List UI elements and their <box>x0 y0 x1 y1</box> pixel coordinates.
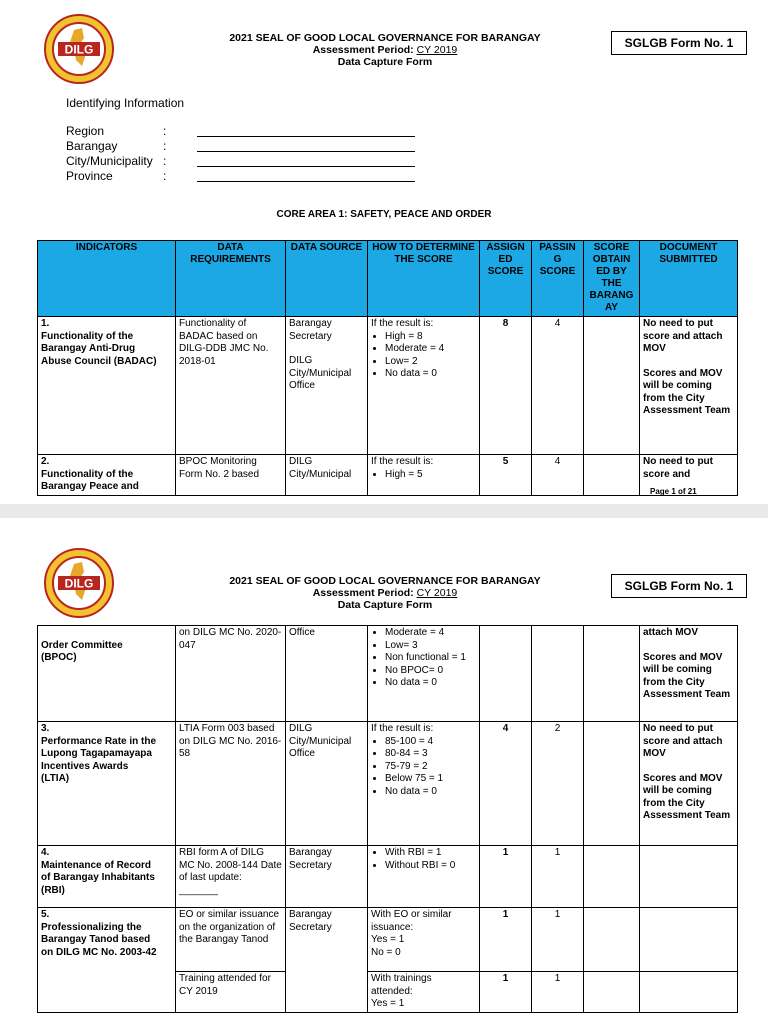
col-how-to-determine: HOW TO DETERMINE THE SCORE <box>368 241 480 317</box>
table-row: 5.Professionalizing the Barangay Tanod based on DILG MC No. 2003-42 EO or similar issuance on the organization of the Barangay Tanod Barangay Secretary With EO or similar issuance: Yes = 1 No = 0 1 1 <box>38 908 738 972</box>
col-score-obtained: SCORE OBTAIN ED BY THE BARANG AY <box>584 241 640 317</box>
requirement-text: LTIA Form 003 based on DILG MC No. 2016-58 <box>176 722 286 846</box>
region-blank[interactable] <box>197 124 415 137</box>
score-obtained-cell[interactable] <box>584 908 640 972</box>
table-row: 3.Performance Rate in the Lupong Tagapamayapa Incentives Awards (LTIA) LTIA Form 003 based on DILG MC No. 2016-58 DILG City/Municipal Office If the result is: • 85-100 = 4 • 80-84 = 3 • 75-79 = 2 • Below 75 = 1 • No data = 0 4 2 No need to put score and attach MOV Scores and MOV will be coming from the City Assessment Team <box>38 722 738 846</box>
form-title: 2021 SEAL OF GOOD LOCAL GOVERNANCE FOR BARANGAY <box>229 32 541 44</box>
assigned-score: 1 <box>480 846 532 908</box>
table-row: 2.Functionality of the Barangay Peace and BPOC Monitoring Form No. 2 based DILG City/Municipal If the result is: • High = 5 5 4 No need to put score and <box>38 455 738 496</box>
document-page-2 <box>0 518 768 1024</box>
city-field[interactable]: City/Municipality : <box>66 154 415 169</box>
score-criteria-list: • With RBI = 1 • Without RBI = 0 <box>371 847 476 872</box>
requirement-text: BPOC Monitoring Form No. 2 based <box>176 455 286 496</box>
score-obtained-cell[interactable] <box>584 455 640 496</box>
city-blank[interactable] <box>197 154 415 167</box>
passing-score: 1 <box>532 972 584 1013</box>
requirement-text: Functionality of BADAC based on DILG-DDB JMC No. 2018-01 <box>176 317 286 455</box>
document-page-1 <box>0 0 768 510</box>
province-blank[interactable] <box>197 169 415 182</box>
score-obtained-cell[interactable] <box>584 626 640 722</box>
page-separator <box>0 504 768 518</box>
source-text: Barangay Secretary <box>286 846 368 908</box>
indicator-table-page-1 <box>37 240 738 496</box>
identifying-info-title: Identifying Information <box>66 96 185 110</box>
indicator-text: Performance Rate in the Lupong Tagapamayapa Incentives Awards (LTIA) <box>41 735 157 784</box>
col-passing-score: PASSIN G SCORE <box>532 241 584 317</box>
table-header-row <box>38 241 738 317</box>
source-text: Barangay Secretary <box>289 318 332 342</box>
assigned-score: 8 <box>480 317 532 455</box>
indicator-table-page-2 <box>37 625 738 1013</box>
score-obtained-cell[interactable] <box>584 846 640 908</box>
indicator-text: Professionalizing the Barangay Tanod based on DILG MC No. 2003-42 <box>41 921 157 958</box>
col-assigned-score: ASSIGN ED SCORE <box>480 241 532 317</box>
form-number-box: SGLGB Form No. 1 <box>611 574 747 598</box>
indicator-text: Functionality of the Barangay Peace and <box>41 468 139 492</box>
source-text: DILG City/Municipal Office <box>286 722 368 846</box>
province-field[interactable]: Province : <box>66 169 415 184</box>
table-row: 1.Functionality of the Barangay Anti-Drug Abuse Council (BADAC) Functionality of BADAC based on DILG-DDB JMC No. 2018-01 Barangay Secretary DILG City/Municipal Office If the result is: • High = 8 • Moderate = 4 • Low= 2 • No data = 0 8 4 No need to put score and attach MOV Scores and MOV will be coming from the City Assessment Team <box>38 317 738 455</box>
period-label: Assessment Period: <box>312 44 414 56</box>
col-data-source: DATA SOURCE <box>286 241 368 317</box>
page-number: Page 1 of 21 <box>650 487 697 496</box>
score-obtained-cell[interactable] <box>584 972 640 1013</box>
form-header <box>190 575 580 611</box>
indicator-text: Functionality of the Barangay Anti-Drug Abuse Council (BADAC) <box>41 330 157 367</box>
period-value: CY 2019 <box>416 44 458 56</box>
indicator-text: Maintenance of Record of Barangay Inhabitants (RBI) <box>41 859 155 896</box>
last-update-blank[interactable]: _______ <box>179 884 218 896</box>
score-criteria-list: • Moderate = 4 • Low= 3 • Non functional = 1 • No BPOC= 0 • No data = 0 <box>371 627 476 690</box>
svg-text:DILG: DILG <box>64 576 94 591</box>
passing-score: 2 <box>532 722 584 846</box>
region-field[interactable]: Region : <box>66 124 415 139</box>
document-submitted-cell[interactable] <box>640 846 738 908</box>
form-header <box>190 32 580 68</box>
form-title: 2021 SEAL OF GOOD LOCAL GOVERNANCE FOR BARANGAY <box>229 575 541 587</box>
requirement-text: Training attended for CY 2019 <box>176 972 286 1013</box>
dilg-seal-logo <box>44 14 114 84</box>
form-number-box: SGLGB Form No. 1 <box>611 31 747 55</box>
form-subtitle: Data Capture Form <box>337 599 433 611</box>
score-obtained-cell[interactable] <box>584 317 640 455</box>
period-label: Assessment Period: <box>312 587 414 599</box>
form-subtitle: Data Capture Form <box>337 56 433 68</box>
svg-text:DILG: DILG <box>64 42 94 57</box>
passing-score: 4 <box>532 317 584 455</box>
source-text: DILG City/Municipal Office <box>289 355 352 391</box>
table-row: Training attended for CY 2019 With trainings attended: Yes = 1 1 1 <box>38 972 738 1013</box>
barangay-blank[interactable] <box>197 139 415 152</box>
col-document-submitted: DOCUMENT SUBMITTED <box>640 241 738 317</box>
table-row: Order Committee (BPOC) on DILG MC No. 2020-047 Office • Moderate = 4 • Low= 3 • Non functional = 1 • No BPOC= 0 • No data = 0 attach MOV Scores and MOV will be coming from the City Assessment Team <box>38 626 738 722</box>
col-data-requirements: DATA REQUIREMENTS <box>176 241 286 317</box>
passing-score: 1 <box>532 846 584 908</box>
score-obtained-cell[interactable] <box>584 722 640 846</box>
assigned-score: 1 <box>480 908 532 972</box>
score-criteria-list: • 85-100 = 4 • 80-84 = 3 • 75-79 = 2 • Below 75 = 1 • No data = 0 <box>371 736 476 799</box>
dilg-seal-logo <box>44 548 114 618</box>
source-text: DILG City/Municipal <box>286 455 368 496</box>
period-value: CY 2019 <box>416 587 458 599</box>
source-text: Barangay Secretary <box>286 908 368 1013</box>
barangay-field[interactable]: Barangay : <box>66 139 415 154</box>
requirement-text: EO or similar issuance on the organization of the Barangay Tanod <box>176 908 286 972</box>
assigned-score: 4 <box>480 722 532 846</box>
assigned-score: 5 <box>480 455 532 496</box>
col-indicators: INDICATORS <box>38 241 176 317</box>
document-submitted-cell[interactable] <box>640 908 738 972</box>
score-criteria-list: • High = 5 <box>371 469 476 482</box>
assigned-score: 1 <box>480 972 532 1013</box>
source-text: Office <box>286 626 368 722</box>
indicator-text: Order Committee (BPOC) <box>41 639 123 663</box>
document-submitted-cell[interactable] <box>640 972 738 1013</box>
requirement-text: RBI form A of DILG MC No. 2008-144 Date of last update: <box>179 847 282 883</box>
score-criteria-list: • High = 8 • Moderate = 4 • Low= 2 • No data = 0 <box>371 331 476 381</box>
identifying-fields <box>66 124 415 184</box>
passing-score: 1 <box>532 908 584 972</box>
core-area-title: CORE AREA 1: SAFETY, PEACE AND ORDER <box>276 209 492 220</box>
passing-score: 4 <box>532 455 584 496</box>
table-row: 4.Maintenance of Record of Barangay Inhabitants (RBI) RBI form A of DILG MC No. 2008-144 Date of last update: _______ Barangay Secretary • With RBI = 1 • Without RBI = 0 1 1 <box>38 846 738 908</box>
requirement-text: on DILG MC No. 2020-047 <box>176 626 286 722</box>
